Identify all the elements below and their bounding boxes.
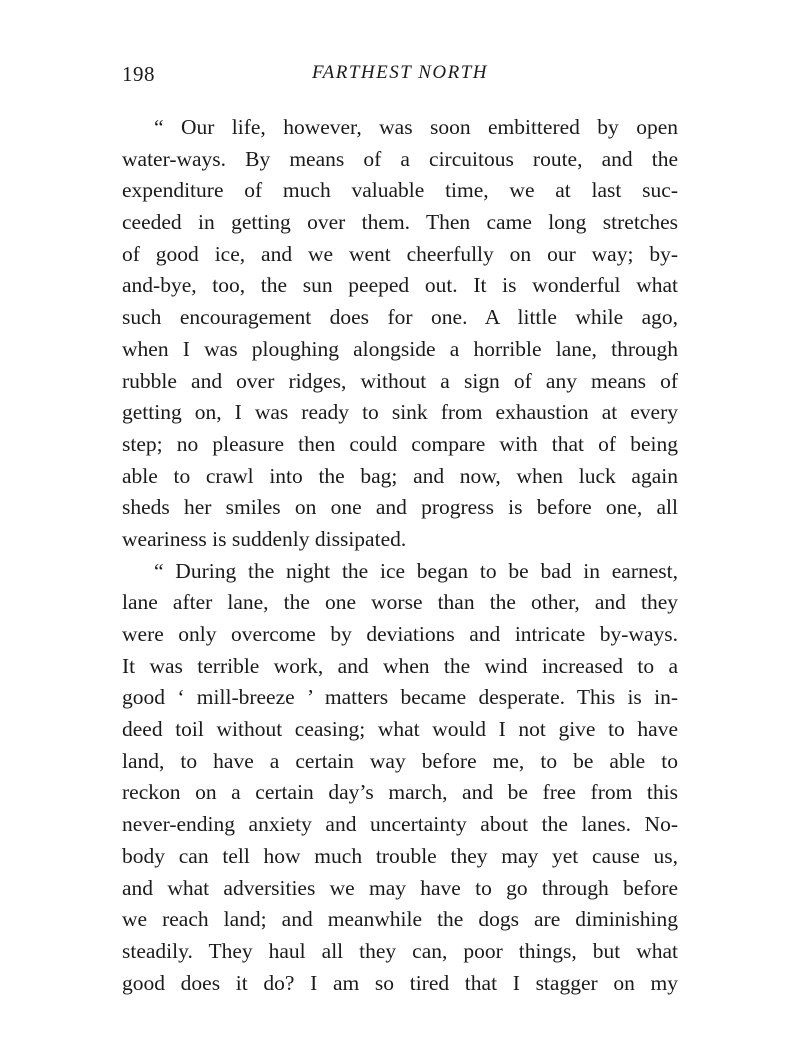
text-line: rubble and over ridges, without a sign of any means of bbox=[122, 368, 678, 393]
text-line: water-ways. By means of a circuitous route, and the bbox=[122, 146, 678, 171]
text-line: body can tell how much trouble they may yet cause us, bbox=[122, 843, 678, 868]
text-line: getting on, I was ready to sink from exhaustion at every bbox=[122, 400, 678, 425]
text-line: we reach land; and meanwhile the dogs are diminishing bbox=[122, 907, 678, 932]
body-text bbox=[122, 112, 678, 999]
text-line: and what adversities we may have to go through before bbox=[122, 875, 678, 900]
text-line: reckon on a certain day’s march, and be free from this bbox=[122, 780, 678, 805]
page-header bbox=[122, 62, 678, 92]
text-line: of good ice, and we went cheerfully on our way; by- bbox=[122, 241, 678, 266]
text-line: steadily. They haul all they can, poor things, but what bbox=[122, 938, 678, 963]
running-head: FARTHEST NORTH bbox=[311, 62, 489, 83]
page-number: 198 bbox=[122, 62, 155, 86]
text-line: land, to have a certain way before me, to be able to bbox=[122, 748, 678, 773]
paragraph bbox=[122, 556, 678, 1000]
text-line: “ During the night the ice began to be bad in earnest, bbox=[154, 558, 678, 583]
text-line: sheds her smiles on one and progress is before one, all bbox=[122, 495, 678, 520]
text-line: such encouragement does for one. A little while ago, bbox=[122, 305, 678, 330]
text-line: expenditure of much valuable time, we at last suc- bbox=[122, 178, 678, 203]
text-line: good ‘ mill-breeze ’ matters became desperate. This is in- bbox=[122, 685, 678, 710]
text-line: able to crawl into the bag; and now, when luck again bbox=[122, 463, 678, 488]
text-line: lane after lane, the one worse than the other, and they bbox=[122, 590, 678, 615]
text-line: step; no pleasure then could compare with that of being bbox=[122, 431, 678, 456]
text-line: when I was ploughing alongside a horrible lane, through bbox=[122, 336, 678, 361]
text-line: never-ending anxiety and uncertainty about the lanes. No- bbox=[122, 812, 678, 837]
text-line: “ Our life, however, was soon embittered by open bbox=[154, 115, 678, 139]
paragraph bbox=[122, 112, 678, 556]
text-line: and-bye, too, the sun peeped out. It is wonderful what bbox=[122, 273, 678, 298]
text-line: It was terrible work, and when the wind increased to a bbox=[122, 653, 678, 678]
text-line: ceeded in getting over them. Then came long stretches bbox=[122, 210, 678, 235]
text-line: weariness is suddenly dissipated. bbox=[122, 526, 407, 551]
text-line: deed toil without ceasing; what would I not give to have bbox=[122, 717, 678, 742]
text-line: good does it do? I am so tired that I stagger on my bbox=[122, 970, 678, 995]
text-line: were only overcome by deviations and intricate by-ways. bbox=[122, 622, 678, 646]
